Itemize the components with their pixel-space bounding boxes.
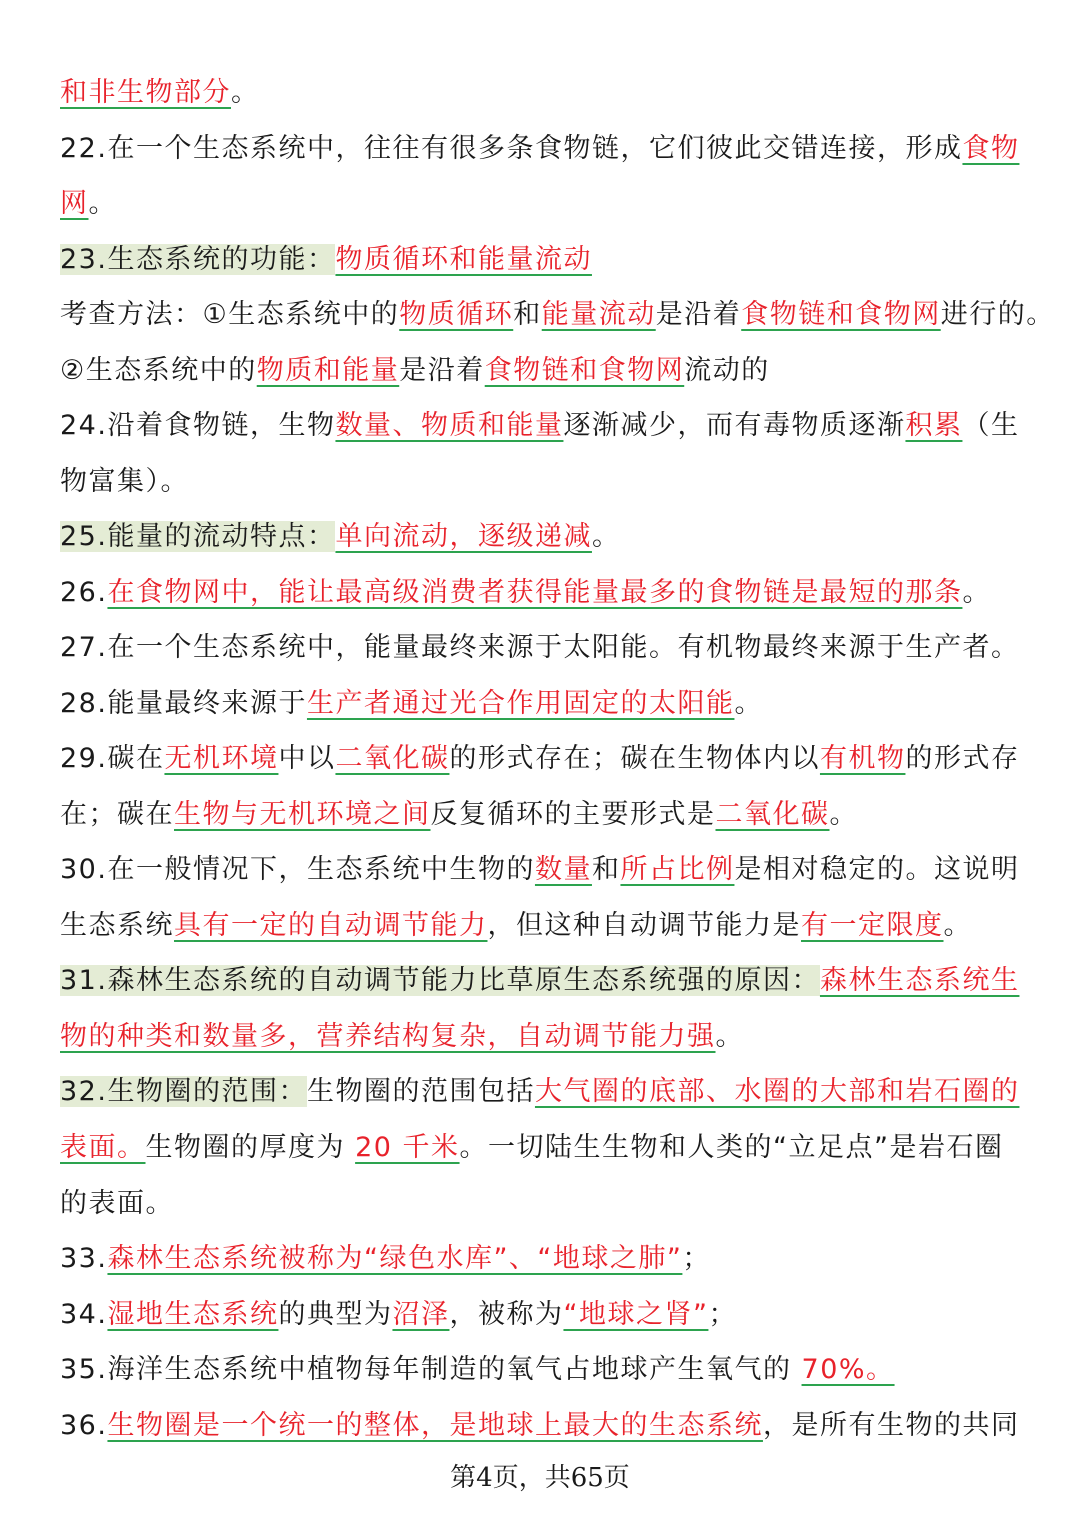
text-span: 。 xyxy=(231,77,260,108)
text-line xyxy=(60,735,1040,783)
text-span: 中以 xyxy=(278,743,336,774)
key-answer: 食物 xyxy=(962,133,1020,164)
key-answer: 生产者通过光合作用固定的太阳能 xyxy=(306,688,735,719)
highlighted-topic: 32.生物圈的范围： xyxy=(60,1076,307,1107)
text-line xyxy=(60,569,1040,617)
key-answer: 网 xyxy=(60,188,89,219)
key-answer: 生物圈是一个统一的整体，是地球上最大的生态系统 xyxy=(107,1410,763,1441)
highlighted-topic: 31.森林生态系统的自动调节能力比草原生态系统强的原因： xyxy=(60,965,820,996)
highlighted-topic: 25.能量的流动特点： xyxy=(60,521,336,552)
text-line xyxy=(60,1013,1040,1061)
text-line xyxy=(60,347,1040,395)
key-answer: 物质循环和能量流动 xyxy=(335,244,592,275)
text-span: 36. xyxy=(60,1410,108,1441)
text-span: 30.在一般情况下，生态系统中生物的 xyxy=(60,854,535,885)
key-answer: 表面。 xyxy=(60,1132,146,1163)
text-span: 的形式存在；碳在生物体内以 xyxy=(449,743,820,774)
text-span: 是沿着 xyxy=(655,299,742,330)
key-answer: 物质和能量 xyxy=(256,355,400,386)
text-line xyxy=(60,624,1040,672)
key-answer: 生物与无机环境之间 xyxy=(174,799,431,830)
text-span: ②生态系统中的 xyxy=(60,355,257,386)
text-span: 和 xyxy=(591,854,621,885)
text-span: 物富集）。 xyxy=(60,466,189,497)
text-span: 27.在一个生态系统中，能量最终来源于太阳能。有机物最终来源于生产者。 xyxy=(60,632,1020,663)
text-line xyxy=(60,69,1040,117)
key-answer: 食物链和食物网 xyxy=(484,355,685,386)
text-span: 28.能量最终来源于 xyxy=(60,688,307,719)
text-span: 。一切陆生生物和人类的“立足点”是岩石圈 xyxy=(459,1132,1004,1163)
text-line xyxy=(60,402,1040,450)
text-line xyxy=(60,1346,1040,1394)
text-span: 是沿着 xyxy=(399,355,485,386)
key-answer: 物质循环 xyxy=(399,299,514,330)
text-span: 22.在一个生态系统中，往往有很多条食物链，它们彼此交错连接，形成 xyxy=(60,133,963,164)
text-span: 。 xyxy=(88,188,117,219)
text-span: 生物圈的范围包括 xyxy=(306,1076,535,1107)
text-span: 26. xyxy=(60,577,108,608)
key-answer: 在食物网中，能让最高级消费者获得能量最多的食物链是最短的那条 xyxy=(107,577,963,608)
key-answer: 数量 xyxy=(534,854,592,885)
text-line xyxy=(60,291,1055,339)
text-span: 生态系统 xyxy=(60,910,174,941)
text-span: 。 xyxy=(829,799,858,830)
text-span: 29.碳在 xyxy=(60,743,165,774)
text-line xyxy=(60,513,1040,561)
key-answer: 能量流动 xyxy=(541,299,656,330)
text-span: 逐渐减少，而有毒物质逐渐 xyxy=(563,410,906,441)
text-span: ，是所有生物的共同 xyxy=(762,1410,1020,1441)
key-answer: 有机物 xyxy=(819,743,906,774)
text-span: 24.沿着食物链，生物 xyxy=(60,410,336,441)
text-span: 在；碳在 xyxy=(60,799,174,830)
text-span: 的表面。 xyxy=(60,1188,174,1219)
page-footer: 第4页，共65页 xyxy=(450,1463,630,1493)
text-span: 。 xyxy=(591,521,621,552)
key-answer: 单向流动，逐级递减 xyxy=(335,521,592,552)
text-span: 和 xyxy=(513,299,542,330)
text-line xyxy=(60,1235,1040,1283)
text-line xyxy=(60,846,1040,894)
key-answer: 森林生态系统被称为“绿色水库”、“地球之肺” xyxy=(107,1243,683,1274)
text-span: 的形式存 xyxy=(905,743,1020,774)
text-span: 流动的 xyxy=(684,355,770,386)
text-span: 反复循环的主要形式是 xyxy=(430,799,716,830)
key-answer: 20 千米 xyxy=(355,1132,460,1163)
key-answer: 数量、物质和能量 xyxy=(335,410,564,441)
text-span: 。 xyxy=(715,1021,744,1052)
text-line xyxy=(60,791,1040,839)
key-answer: 二氧化碳 xyxy=(715,799,830,830)
text-span: 。 xyxy=(943,910,972,941)
key-answer: 有一定限度 xyxy=(801,910,944,941)
text-span: 。 xyxy=(962,577,991,608)
text-line xyxy=(60,1180,1040,1228)
key-answer: 和非生物部分 xyxy=(60,77,231,108)
text-line xyxy=(60,1291,1040,1339)
key-answer: 湿地生态系统 xyxy=(107,1299,279,1330)
text-span: 考查方法：①生态系统中的 xyxy=(60,299,400,330)
text-line xyxy=(60,236,1040,284)
key-answer: 食物链和食物网 xyxy=(741,299,941,330)
key-answer: 沼泽 xyxy=(392,1299,450,1330)
text-span: 的典型为 xyxy=(278,1299,393,1330)
key-answer: “地球之肾” xyxy=(563,1299,709,1330)
highlighted-topic: 23.生态系统的功能： xyxy=(60,244,336,275)
text-span: 35.海洋生态系统中植物每年制造的氧气占地球产生氧气的 xyxy=(60,1354,802,1385)
key-answer: 森林生态系统生 xyxy=(819,965,1020,996)
text-span: 是相对稳定的。这说明 xyxy=(734,854,1020,885)
key-answer: 具有一定的自动调节能力 xyxy=(174,910,488,941)
text-line xyxy=(60,1402,1040,1450)
key-answer: 大气圈的底部、水圈的大部和岩石圈的 xyxy=(534,1076,1020,1107)
text-span: 33. xyxy=(60,1243,108,1274)
text-span: 生物圈的厚度为 xyxy=(145,1132,356,1163)
text-span: 进行的。 xyxy=(940,299,1055,330)
text-line xyxy=(60,680,1040,728)
key-answer: 积累 xyxy=(905,410,963,441)
key-answer: 所占比例 xyxy=(620,854,735,885)
text-line xyxy=(60,458,1040,506)
text-span: ； xyxy=(682,1243,711,1274)
text-span: ； xyxy=(708,1299,737,1330)
text-span: 34. xyxy=(60,1299,108,1330)
text-line xyxy=(60,1124,1040,1172)
text-line xyxy=(60,957,1040,1005)
text-line xyxy=(60,1068,1040,1116)
key-answer: 二氧化碳 xyxy=(335,743,450,774)
text-line xyxy=(60,902,1040,950)
text-line xyxy=(60,125,1040,173)
key-answer: 物的种类和数量多，营养结构复杂，自动调节能力强 xyxy=(60,1021,716,1052)
text-span: ，被称为 xyxy=(449,1299,564,1330)
key-answer: 无机环境 xyxy=(164,743,279,774)
text-line xyxy=(60,180,1040,228)
text-span: ，但这种自动调节能力是 xyxy=(487,910,801,941)
key-answer: 70%。 xyxy=(801,1354,895,1385)
text-span: （生 xyxy=(962,410,1020,441)
text-span: 。 xyxy=(734,688,763,719)
